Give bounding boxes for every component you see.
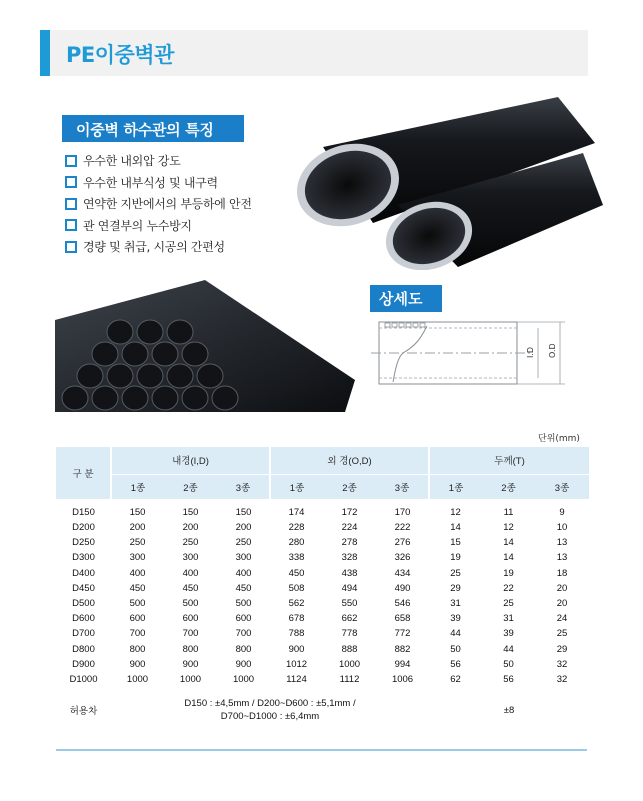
- row-value-cell: 250: [235, 537, 252, 549]
- row-value-cell: 1000: [232, 673, 255, 685]
- tolerance-line-1: D150 : ±4,5mm / D200~D600 : ±5,1mm /: [184, 698, 356, 710]
- row-value-cell: 13: [556, 552, 568, 564]
- row-value-cell: 44: [450, 628, 461, 640]
- row-value-cell: 29: [556, 643, 568, 655]
- row-value-cell: 32: [556, 658, 568, 670]
- detail-diagram: [365, 312, 580, 392]
- checkbox-icon: [65, 198, 77, 210]
- row-value-cell: 20: [556, 582, 568, 594]
- row-value-cell: 800: [129, 643, 146, 655]
- row-value-cell: 700: [182, 628, 199, 640]
- row-value-cell: 658: [394, 613, 411, 625]
- tolerance-row: [56, 687, 589, 727]
- row-value-cell: 994: [394, 658, 411, 670]
- row-value-cell: 438: [341, 567, 358, 579]
- row-value-cell: 434: [394, 567, 411, 579]
- feature-item: [65, 150, 252, 172]
- feature-item: [65, 193, 252, 215]
- row-value-cell: 31: [450, 598, 461, 610]
- row-value-cell: 62: [450, 673, 461, 685]
- table-row: [56, 596, 589, 611]
- table-row: [56, 566, 589, 581]
- row-size-cell: D400: [72, 567, 95, 579]
- row-value-cell: 562: [288, 598, 305, 610]
- features-list: [65, 150, 252, 258]
- row-value-cell: 15: [450, 537, 461, 549]
- checkbox-icon: [65, 241, 77, 253]
- header-sub: 2종: [482, 474, 535, 499]
- row-value-cell: 678: [288, 613, 305, 625]
- feature-text: 우수한 내부식성 및 내구력: [83, 175, 218, 190]
- row-value-cell: 25: [556, 628, 568, 640]
- row-value-cell: 150: [129, 507, 146, 518]
- row-value-cell: 44: [503, 643, 514, 655]
- header-sub: 1종: [429, 474, 482, 499]
- row-value-cell: 222: [394, 522, 411, 534]
- row-size-cell: D800: [72, 643, 95, 655]
- row-value-cell: 200: [129, 522, 146, 534]
- row-value-cell: 250: [129, 537, 146, 549]
- row-value-cell: 172: [341, 507, 358, 518]
- row-value-cell: 9: [559, 507, 565, 518]
- feature-item: [65, 172, 252, 194]
- row-size-cell: D300: [72, 552, 95, 564]
- row-size-cell: D600: [72, 613, 95, 625]
- row-size-cell: D450: [72, 582, 95, 594]
- row-value-cell: 25: [450, 567, 461, 579]
- row-value-cell: 900: [235, 658, 252, 670]
- pipes-photo: [283, 95, 603, 270]
- row-value-cell: 1012: [285, 658, 308, 670]
- spec-table: [56, 447, 589, 727]
- row-value-cell: 14: [503, 552, 514, 564]
- tolerance-line-2: D700~D1000 : ±6,4mm: [220, 711, 320, 723]
- row-value-cell: 900: [129, 658, 146, 670]
- row-value-cell: 900: [288, 643, 305, 655]
- row-value-cell: 1006: [391, 673, 414, 685]
- checkbox-icon: [65, 155, 77, 167]
- row-value-cell: 50: [503, 658, 514, 670]
- row-value-cell: 494: [341, 582, 358, 594]
- row-value-cell: 900: [182, 658, 199, 670]
- row-value-cell: 778: [341, 628, 358, 640]
- row-size-cell: D700: [72, 628, 95, 640]
- header-sub: 1종: [270, 474, 323, 499]
- row-value-cell: 11: [503, 507, 514, 518]
- row-value-cell: 600: [129, 613, 146, 625]
- row-value-cell: 772: [394, 628, 411, 640]
- row-value-cell: 25: [503, 598, 514, 610]
- table-row: [56, 550, 589, 565]
- row-value-cell: 29: [450, 582, 461, 594]
- row-value-cell: 450: [182, 582, 199, 594]
- row-value-cell: 19: [450, 552, 461, 564]
- row-size-cell: D150: [72, 507, 95, 518]
- row-value-cell: 50: [450, 643, 461, 655]
- row-value-cell: 326: [394, 552, 411, 564]
- row-value-cell: 18: [556, 567, 568, 579]
- row-size-cell: D900: [72, 658, 95, 670]
- stacked-pipes-photo: [55, 280, 355, 412]
- feature-item: [65, 215, 252, 237]
- row-value-cell: 280: [288, 537, 305, 549]
- header-sub: 3종: [217, 474, 270, 499]
- row-value-cell: 224: [341, 522, 358, 534]
- feature-text: 경량 및 취급, 시공의 간편성: [83, 240, 225, 255]
- header-outer-diameter: 외 경(O,D): [270, 447, 429, 474]
- od-label: O.D: [548, 343, 557, 358]
- bottom-rule: [56, 749, 587, 751]
- header-sub: 2종: [323, 474, 376, 499]
- row-size-cell: D250: [72, 537, 95, 549]
- row-value-cell: 600: [182, 613, 199, 625]
- row-value-cell: 150: [182, 507, 199, 518]
- header-category: 구 분: [56, 447, 111, 499]
- title-bar: [40, 30, 588, 76]
- row-size-cell: D500: [72, 598, 95, 610]
- row-size-cell: D1000: [69, 673, 98, 685]
- header-sub: 1종: [111, 474, 164, 499]
- row-value-cell: 600: [235, 613, 252, 625]
- row-value-cell: 12: [503, 522, 514, 534]
- row-value-cell: 500: [129, 598, 146, 610]
- header-thickness: 두께(T): [429, 447, 589, 474]
- row-value-cell: 32: [556, 673, 568, 685]
- table-row: [56, 611, 589, 626]
- row-value-cell: 56: [450, 658, 461, 670]
- title-accent-bar: [40, 30, 50, 76]
- table-row: [56, 642, 589, 657]
- row-value-cell: 400: [182, 567, 199, 579]
- table-row: [56, 499, 589, 520]
- row-value-cell: 300: [129, 552, 146, 564]
- tolerance-label: 허용차: [69, 706, 98, 718]
- row-value-cell: 19: [503, 567, 514, 579]
- row-value-cell: 228: [288, 522, 305, 534]
- row-value-cell: 662: [341, 613, 358, 625]
- row-value-cell: 450: [129, 582, 146, 594]
- row-value-cell: 450: [288, 567, 305, 579]
- row-value-cell: 450: [235, 582, 252, 594]
- row-value-cell: 14: [450, 522, 461, 534]
- row-value-cell: 700: [129, 628, 146, 640]
- header-inner-diameter: 내경(I,D): [111, 447, 270, 474]
- row-value-cell: 200: [235, 522, 252, 534]
- row-value-cell: 338: [288, 552, 305, 564]
- row-value-cell: 490: [394, 582, 411, 594]
- table-row: [56, 626, 589, 641]
- row-value-cell: 882: [394, 643, 411, 655]
- row-value-cell: 888: [341, 643, 358, 655]
- feature-text: 우수한 내외압 강도: [83, 154, 181, 169]
- row-value-cell: 278: [341, 537, 358, 549]
- row-value-cell: 800: [182, 643, 199, 655]
- row-value-cell: 1000: [179, 673, 202, 685]
- row-value-cell: 14: [503, 537, 514, 549]
- row-value-cell: 12: [450, 507, 461, 518]
- header-sub: 3종: [535, 474, 589, 499]
- row-value-cell: 328: [341, 552, 358, 564]
- row-value-cell: 788: [288, 628, 305, 640]
- header-sub: 3종: [376, 474, 429, 499]
- id-label: I.D: [526, 346, 535, 358]
- row-value-cell: 400: [129, 567, 146, 579]
- table-row: [56, 581, 589, 596]
- row-value-cell: 31: [503, 613, 514, 625]
- row-value-cell: 550: [341, 598, 358, 610]
- row-size-cell: D200: [72, 522, 95, 534]
- feature-text: 연약한 지반에서의 부등하에 안전: [83, 197, 252, 212]
- unit-label: 단위(mm): [538, 434, 580, 444]
- feature-text: 관 연결부의 누수방지: [83, 218, 192, 233]
- table-row: [56, 535, 589, 550]
- row-value-cell: 1000: [126, 673, 149, 685]
- row-value-cell: 13: [556, 537, 568, 549]
- row-value-cell: 10: [556, 522, 568, 534]
- row-value-cell: 500: [182, 598, 199, 610]
- row-value-cell: 400: [235, 567, 252, 579]
- row-value-cell: 508: [288, 582, 305, 594]
- row-value-cell: 300: [235, 552, 252, 564]
- row-value-cell: 1000: [338, 658, 361, 670]
- tolerance-thickness: ±8: [503, 704, 515, 716]
- row-value-cell: 170: [394, 507, 411, 518]
- table-row: [56, 520, 589, 535]
- row-value-cell: 200: [182, 522, 199, 534]
- row-value-cell: 39: [450, 613, 461, 625]
- page-title: PE이중벽관: [66, 43, 174, 67]
- row-value-cell: 24: [556, 613, 568, 625]
- row-value-cell: 150: [235, 507, 252, 518]
- features-heading: 이중벽 하수관의 특징: [62, 115, 244, 142]
- row-value-cell: 1112: [339, 673, 360, 685]
- row-value-cell: 546: [394, 598, 411, 610]
- table-row: [56, 657, 589, 672]
- row-value-cell: 39: [503, 628, 514, 640]
- table-body: [56, 499, 589, 687]
- header-sub: 2종: [164, 474, 217, 499]
- row-value-cell: 500: [235, 598, 252, 610]
- row-value-cell: 700: [235, 628, 252, 640]
- checkbox-icon: [65, 176, 77, 188]
- row-value-cell: 22: [503, 582, 514, 594]
- row-value-cell: 1124: [286, 673, 307, 685]
- feature-item: [65, 236, 252, 258]
- row-value-cell: 300: [182, 552, 199, 564]
- row-value-cell: 800: [235, 643, 252, 655]
- row-value-cell: 20: [556, 598, 568, 610]
- detail-heading: 상세도: [370, 285, 442, 312]
- checkbox-icon: [65, 219, 77, 231]
- row-value-cell: 250: [182, 537, 199, 549]
- table-row: [56, 672, 589, 687]
- row-value-cell: 174: [288, 507, 305, 518]
- row-value-cell: 276: [394, 537, 411, 549]
- tolerance-diameter: [111, 687, 429, 727]
- row-value-cell: 56: [503, 673, 514, 685]
